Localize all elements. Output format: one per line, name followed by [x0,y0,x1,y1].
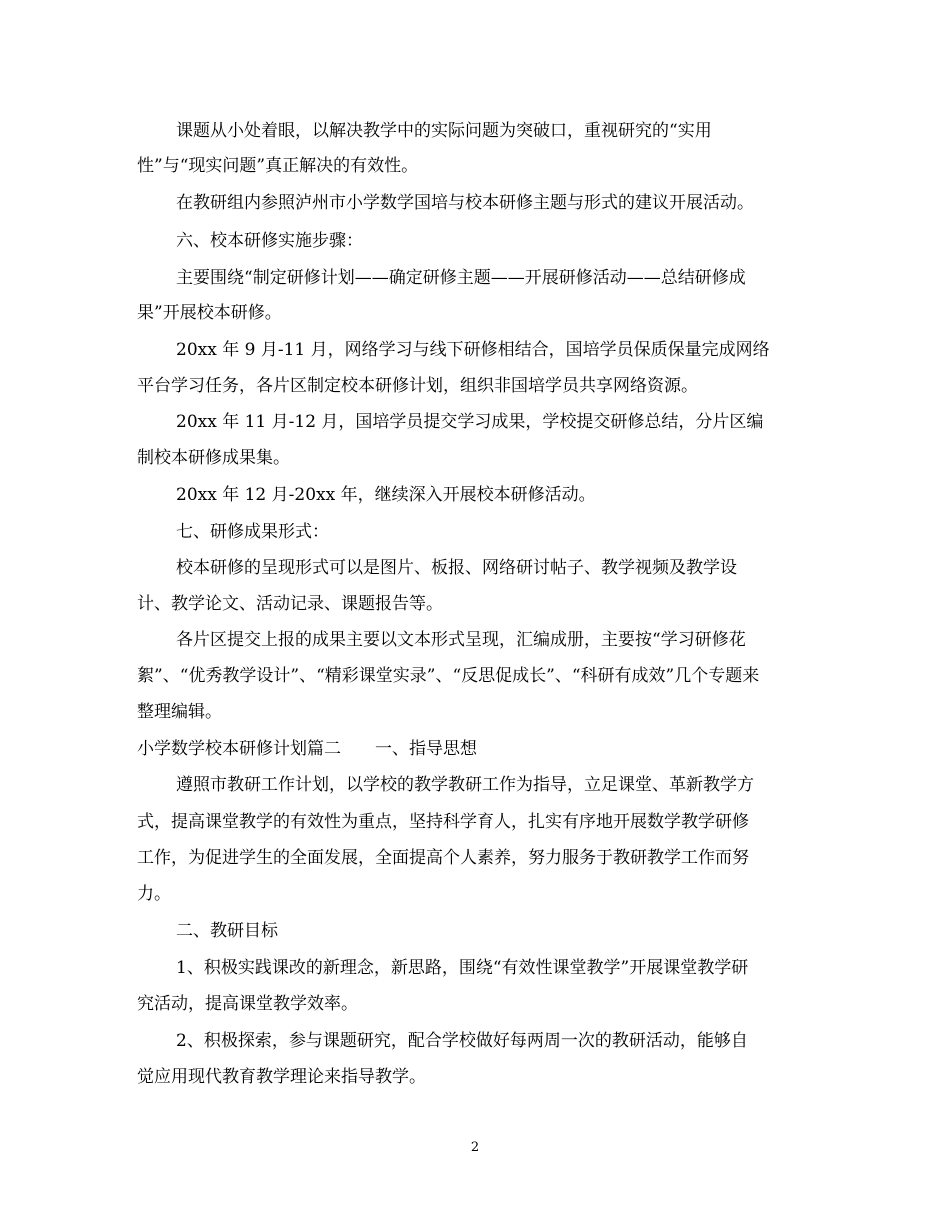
section-heading: 七、研修成果形式： [176,522,329,542]
paragraph-line: 力。 [137,884,171,904]
paragraph-line: 果”开展校本研修。 [137,303,282,323]
paragraph-line: 式，提高课堂教学的有效性为重点，坚持科学育人，扎实有序地开展数学教学研修 [137,812,749,832]
paragraph-line: 计、教学论文、活动记录、课题报告等。 [137,594,443,614]
paragraph-line: 在教研组内参照泸州市小学数学国培与校本研修主题与形式的建议开展活动。 [176,193,754,213]
paragraph-line: 遵照市教研工作计划，以学校的教学教研工作为指导，立足课堂、革新教学方 [176,775,754,795]
paragraph-line: 各片区提交上报的成果主要以文本形式呈现，汇编成册，主要按“学习研修花 [176,630,746,650]
paragraph-line: 20xx 年 9 月-11 月，网络学习与线下研修相结合，国培学员保质保量完成网络 [176,340,770,360]
paragraph-line: 平台学习任务，各片区制定校本研修计划，组织非国培学员共享网络资源。 [137,376,698,396]
paragraph-line: 主要围绕“制定研修计划——确定研修主题——开展研修活动——总结研修成 [176,268,746,288]
section-heading: 二、教研目标 [176,921,278,941]
paragraph-line: 20xx 年 12 月-20xx 年，继续深入开展校本研修活动。 [176,485,596,505]
paragraph-line: 校本研修的呈现形式可以是图片、板报、网络研讨帖子、教学视频及教学设 [176,558,737,578]
paragraph-line: 制校本研修成果集。 [137,448,290,468]
document-heading: 小学数学校本研修计划篇二 一、指导思想 [137,739,477,759]
paragraph-line: 性”与“现实问题”真正解决的有效性。 [137,156,419,176]
paragraph-line: 20xx 年 11 月-12 月，国培学员提交学习成果，学校提交研修总结，分片区编 [176,412,764,432]
section-heading: 六、校本研修实施步骤： [176,231,363,251]
paragraph-line: 2、积极探索，参与课题研究，配合学校做好每两周一次的教研活动，能够自 [176,1031,748,1051]
page-number: 2 [470,1140,480,1155]
paragraph-line: 究活动，提高课堂教学效率。 [137,994,358,1014]
paragraph-line: 工作，为促进学生的全面发展，全面提高个人素养，努力服务于教研教学工作而努 [137,848,749,868]
paragraph-line: 1、积极实践课改的新理念，新思路，围绕“有效性课堂教学”开展课堂教学研 [176,958,749,978]
paragraph-line: 课题从小处着眼，以解决教学中的实际问题为突破口，重视研究的“实用 [176,121,712,141]
paragraph-line: 觉应用现代教育教学理论来指导教学。 [137,1067,426,1087]
paragraph-line: 整理编辑。 [137,702,222,722]
paragraph-line: 絮”、“优秀教学设计”、“精彩课堂实录”、“反思促成长”、“科研有成效”几个专题来 [137,666,760,686]
